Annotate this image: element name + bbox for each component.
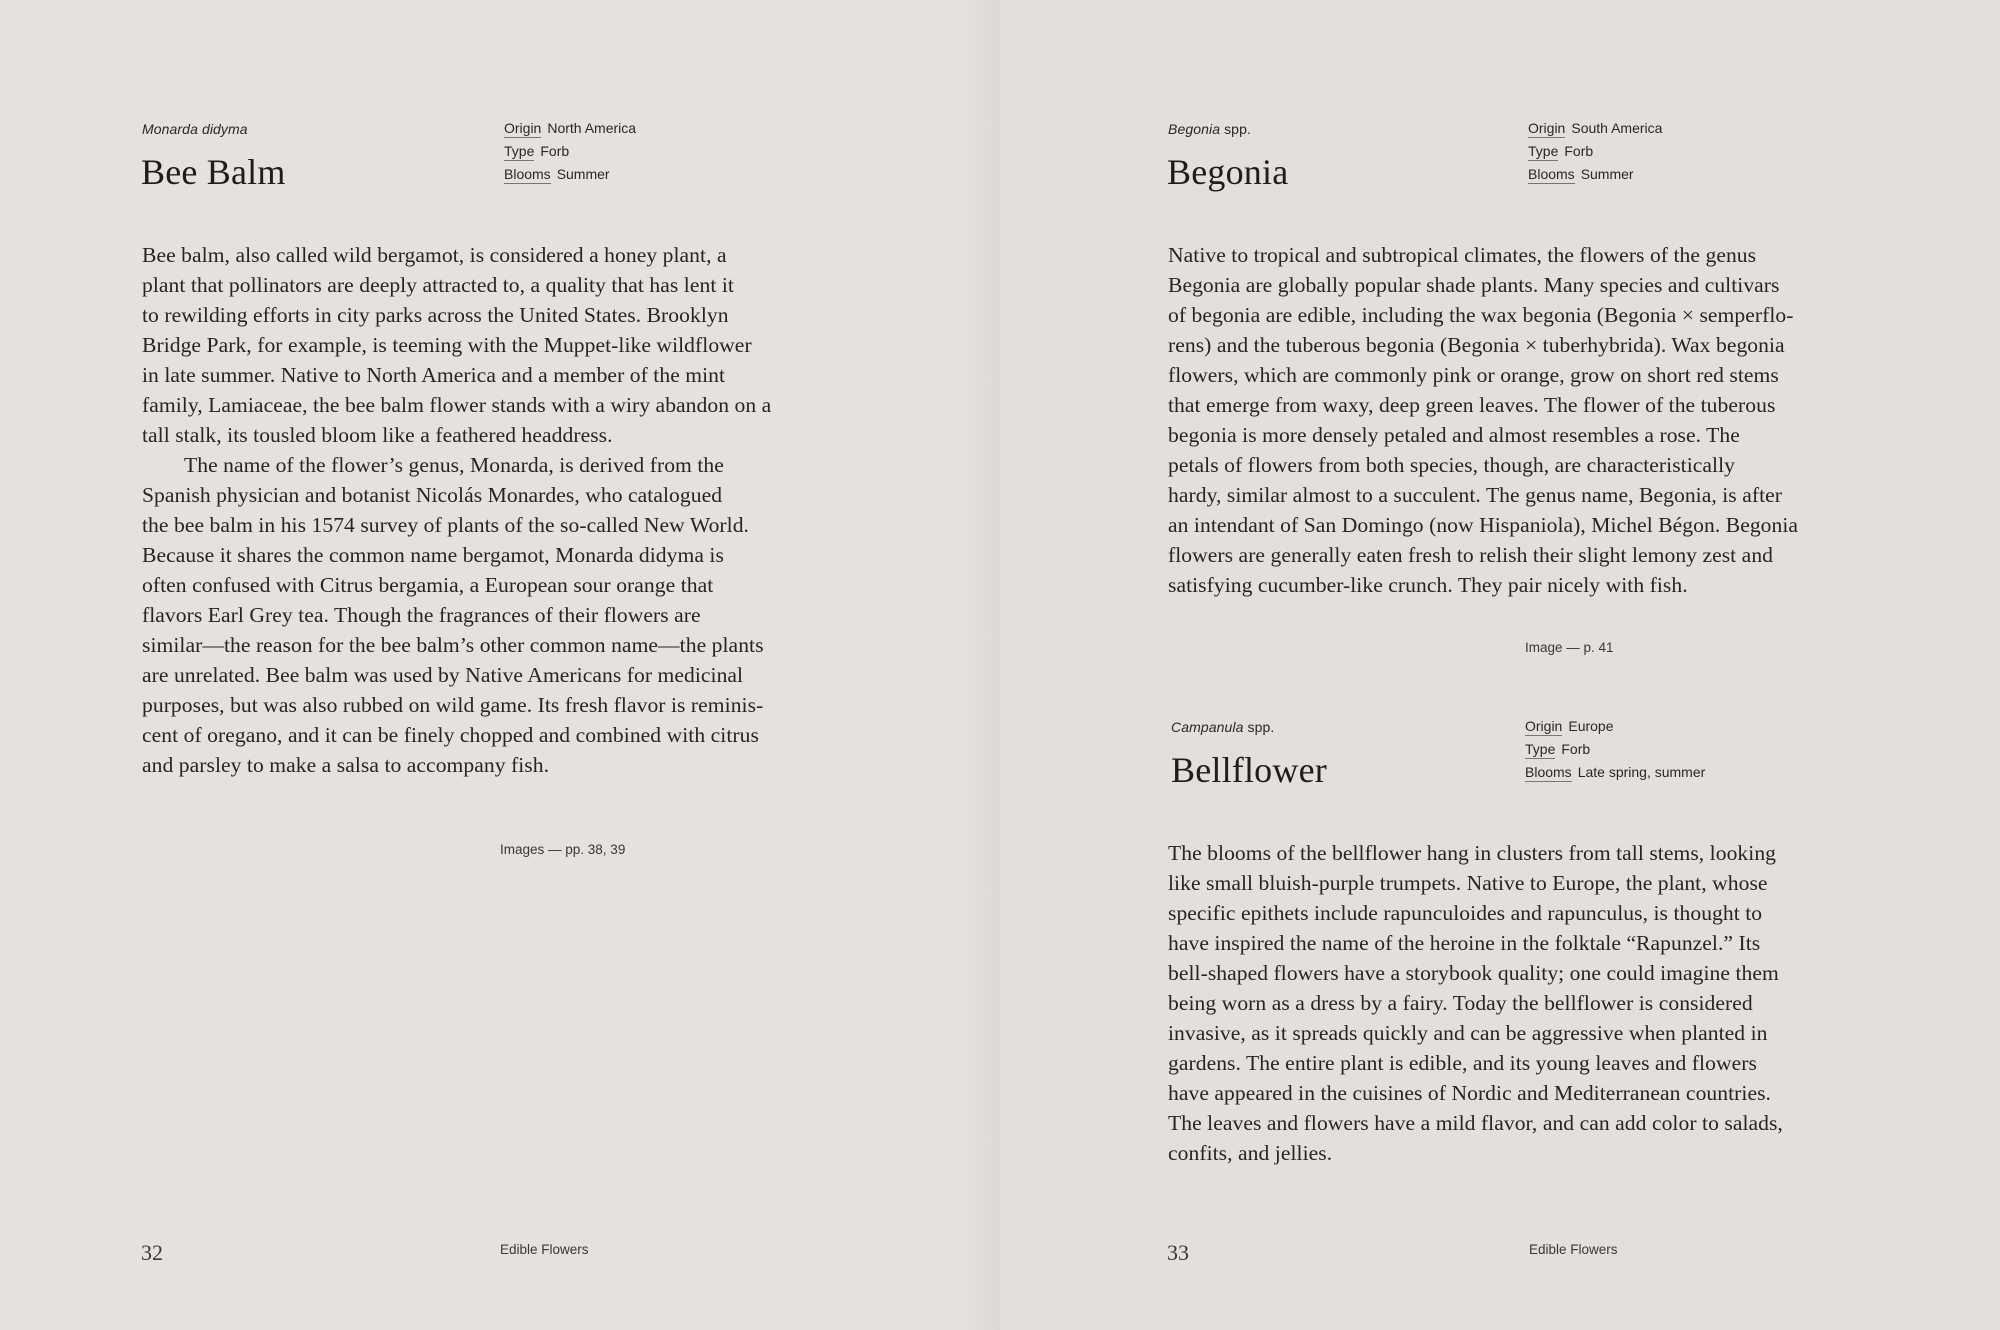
entry-meta	[1525, 715, 1705, 784]
meta-origin	[1525, 715, 1705, 738]
entry-title: Begonia	[1167, 152, 1289, 192]
meta-value: Forb	[1561, 741, 1591, 757]
meta-key: Type	[1525, 741, 1556, 757]
body-line: petals of flowers from both species, though, are characteristically	[1168, 453, 1735, 477]
species-genus: Begonia	[1168, 121, 1221, 137]
body-line: The leaves and flowers have a mild flavor, and can add color to salads,	[1168, 1111, 1783, 1135]
body-line: have appeared in the cuisines of Nordic and Mediterranean countries.	[1168, 1081, 1771, 1105]
meta-blooms	[1528, 163, 1662, 186]
body-line: specific epithets include rapunculoides and rapunculus, is thought to	[1168, 901, 1763, 925]
body-line: flavors Earl Grey tea. Though the fragrances of their flowers are	[142, 603, 701, 627]
meta-key: Origin	[504, 120, 542, 136]
body-line: Native to tropical and subtropical climates, the flowers of the genus	[1168, 243, 1757, 267]
species-name: Monarda didyma	[142, 121, 248, 137]
body-line: the bee balm in his 1574 survey of plants of the so-called New World.	[142, 513, 749, 537]
species-name	[1168, 121, 1251, 137]
meta-blooms	[1525, 761, 1705, 784]
page-number: 33	[1167, 1240, 1189, 1265]
entry-meta	[1528, 117, 1662, 186]
meta-key: Blooms	[1525, 764, 1572, 780]
body-line: and parsley to make a salsa to accompany fish.	[142, 753, 550, 777]
body-line: begonia is more densely petaled and almost resembles a rose. The	[1168, 423, 1740, 447]
body-line: often confused with Citrus bergamia, a European sour orange that	[142, 573, 714, 597]
body-line: invasive, as it spreads quickly and can be aggressive when planted in	[1168, 1021, 1768, 1045]
meta-type	[504, 140, 636, 163]
meta-blooms	[504, 163, 636, 186]
body-line: being worn as a dress by a fairy. Today the bellflower is considered	[1168, 991, 1753, 1015]
body-line: family, Lamiaceae, the bee balm flower stands with a wiry abandon on a	[142, 393, 772, 417]
species-suffix: spp.	[1220, 121, 1251, 137]
body-line: similar—the reason for the bee balm’s other common name—the plants	[142, 633, 764, 657]
body-line: an intendant of San Domingo (now Hispaniola), Michel Bégon. Begonia	[1168, 513, 1799, 537]
body-line: gardens. The entire plant is edible, and its young leaves and flowers	[1168, 1051, 1757, 1075]
body-line: like small bluish-purple trumpets. Native to Europe, the plant, whose	[1168, 871, 1768, 895]
body-line: Because it shares the common name bergamot, Monarda didyma is	[142, 543, 724, 567]
body-line: flowers, which are commonly pink or orange, grow on short red stems	[1168, 363, 1779, 387]
body-line: are unrelated. Bee balm was used by Native Americans for medicinal	[142, 663, 744, 687]
entry-body	[1168, 240, 1798, 600]
image-caption: Image — p. 41	[1525, 640, 1614, 655]
entry-body	[142, 240, 771, 780]
body-line: to rewilding efforts in city parks across the United States. Brooklyn	[142, 303, 729, 327]
meta-type	[1528, 140, 1662, 163]
entry-title: Bellflower	[1171, 750, 1327, 790]
meta-value: Europe	[1568, 718, 1614, 734]
meta-key: Type	[504, 143, 535, 159]
body-line: flowers are generally eaten fresh to relish their slight lemony zest and	[1168, 543, 1774, 567]
meta-value: Summer	[556, 166, 610, 182]
meta-key: Origin	[1525, 718, 1563, 734]
running-title: Edible Flowers	[500, 1242, 589, 1257]
body-line: of begonia are edible, including the wax begonia (Begonia × semperflo-	[1168, 303, 1794, 327]
meta-value: Forb	[1564, 143, 1594, 159]
entry-title: Bee Balm	[141, 152, 286, 192]
meta-type	[1525, 738, 1705, 761]
meta-origin	[504, 117, 636, 140]
species-name	[1171, 719, 1274, 735]
body-line: hardy, similar almost to a succulent. The genus name, Begonia, is after	[1168, 483, 1783, 507]
body-line: confits, and jellies.	[1168, 1141, 1333, 1165]
page-number: 32	[141, 1240, 163, 1265]
meta-key: Blooms	[504, 166, 551, 182]
body-line: satisfying cucumber-like crunch. They pair nicely with fish.	[1168, 573, 1688, 597]
meta-key: Origin	[1528, 120, 1566, 136]
body-line: plant that pollinators are deeply attracted to, a quality that has lent it	[142, 273, 734, 297]
image-caption: Images — pp. 38, 39	[500, 842, 626, 857]
body-line: Bee balm, also called wild bergamot, is considered a honey plant, a	[142, 243, 727, 267]
running-title: Edible Flowers	[1529, 1242, 1618, 1257]
body-line: have inspired the name of the heroine in the folktale “Rapunzel.” Its	[1168, 931, 1761, 955]
body-line: The blooms of the bellflower hang in clusters from tall stems, looking	[1168, 841, 1777, 865]
entry-meta	[504, 117, 636, 186]
meta-origin	[1528, 117, 1662, 140]
meta-value: Late spring, summer	[1577, 764, 1706, 780]
body-line: purposes, but was also rubbed on wild game. Its fresh flavor is reminis-	[142, 693, 764, 717]
entry-body	[1168, 838, 1783, 1168]
meta-value: Summer	[1580, 166, 1634, 182]
species-suffix: spp.	[1243, 719, 1275, 735]
body-line: rens) and the tuberous begonia (Begonia × tuberhybrida). Wax begonia	[1168, 333, 1785, 357]
meta-value: Forb	[540, 143, 570, 159]
body-line: bell-shaped flowers have a storybook quality; one could imagine them	[1168, 961, 1779, 985]
meta-key: Blooms	[1528, 166, 1575, 182]
body-line: Begonia are globally popular shade plants. Many species and cultivars	[1168, 273, 1780, 297]
body-line: cent of oregano, and it can be finely chopped and combined with citrus	[142, 723, 759, 747]
body-line: in late summer. Native to North America and a member of the mint	[142, 363, 726, 387]
right-page	[1000, 0, 2000, 1330]
body-line: that emerge from waxy, deep green leaves. The flower of the tuberous	[1168, 393, 1776, 417]
body-line: tall stalk, its tousled bloom like a feathered headdress.	[142, 423, 613, 447]
body-line: The name of the flower’s genus, Monarda, is derived from the	[184, 453, 724, 477]
species-genus: Campanula	[1171, 719, 1244, 735]
meta-key: Type	[1528, 143, 1559, 159]
meta-value: North America	[547, 120, 637, 136]
meta-value: South America	[1571, 120, 1663, 136]
body-line: Spanish physician and botanist Nicolás Monardes, who catalogued	[142, 483, 723, 507]
body-line: Bridge Park, for example, is teeming with the Muppet-like wildflower	[142, 333, 752, 357]
